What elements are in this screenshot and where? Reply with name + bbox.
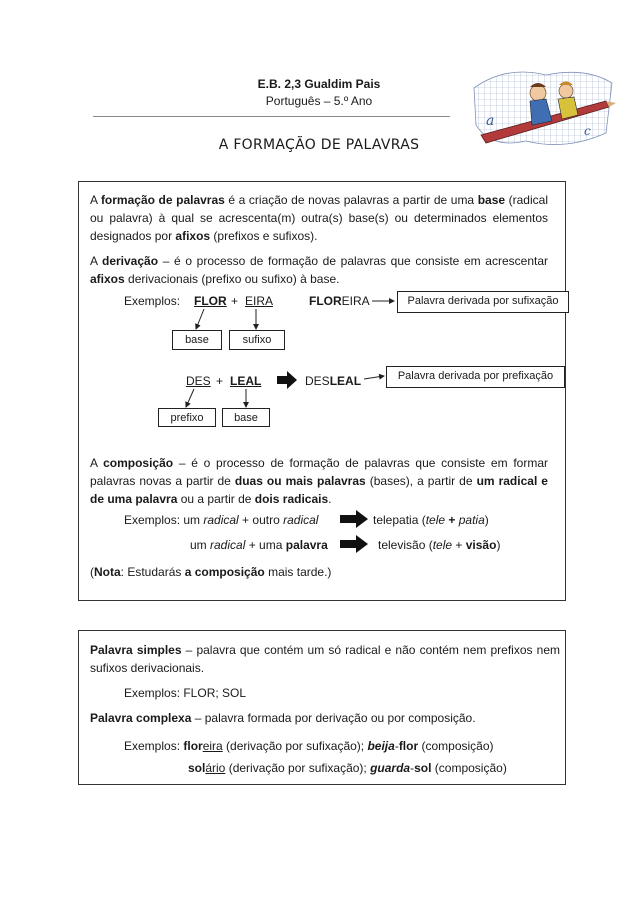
complex-ex1-flor: flor <box>183 739 203 753</box>
suffixation-box: Palavra derivada por sufixação <box>397 291 569 313</box>
intro-text-3: (radical ou palavra) à qual se acrescenta(m) outra(s) base(s) ou determinados elementos designados por <box>90 193 548 243</box>
deriv-term: derivação <box>102 254 159 268</box>
comp-ex1-radical-a: radical <box>203 513 239 527</box>
base-tag-2: base <box>222 408 270 427</box>
complex-word-paragraph <box>90 709 560 727</box>
svg-text:c: c <box>584 124 591 138</box>
complex-ex1-dash: - <box>394 739 399 753</box>
comp-term-radical-word: um radical e de uma palavra <box>90 474 548 506</box>
arrow-desleal-box <box>364 376 384 379</box>
comp-res2-close: ) <box>496 538 501 552</box>
example2-result-prefix: DES <box>305 374 330 388</box>
complex-ex1-note: (derivação por sufixação); <box>222 739 368 753</box>
intro-text-1: A <box>90 193 101 207</box>
intro-text-2: é a criação de novas palavras a partir de uma <box>224 193 478 207</box>
comp-term-words: duas ou mais palavras <box>234 474 366 488</box>
svg-text:a: a <box>486 113 495 129</box>
composition-note <box>90 565 331 579</box>
complex-word-examples-1 <box>124 739 494 753</box>
example2-prefix: DES <box>186 374 211 388</box>
composition-example-2 <box>190 538 328 552</box>
suffix-tag: sufixo <box>229 330 285 350</box>
composition-result-2 <box>378 538 500 552</box>
example1-base: FLOR <box>194 294 227 308</box>
example1-result-suffix: EIRA <box>341 294 370 308</box>
example1-result-base: FLOR <box>309 294 342 308</box>
comp-res2-word: televisão ( <box>378 538 433 552</box>
complex-word-examples-2 <box>188 761 507 775</box>
note-text-1: : Estudarás <box>120 565 185 579</box>
fat-arrow-3 <box>340 535 368 553</box>
note-text-2: mais tarde.) <box>264 565 332 579</box>
comp-res2-tele: tele <box>432 538 453 552</box>
page-title: A FORMAÇÃO DE PALAVRAS <box>218 137 420 153</box>
example2-result-base: LEAL <box>329 374 362 388</box>
fat-arrow-1 <box>277 371 297 389</box>
intro-term-base: base <box>477 193 506 207</box>
deriv-term-afixos: afixos <box>90 272 125 286</box>
arrow-flor-base <box>196 309 204 329</box>
complex-ex2-sol2: sol <box>414 761 432 775</box>
comp-res2-visao: visão <box>465 538 497 552</box>
fat-arrow-2 <box>340 510 368 528</box>
comp-text-4: ou a partir de <box>177 492 255 506</box>
complex-ex2-comp: (composição) <box>431 761 507 775</box>
comp-res1-patia: patia <box>458 513 485 527</box>
comp-text-5: . <box>328 492 332 506</box>
comp-res1-plus: + <box>445 513 459 527</box>
comp-res1-word: telepatia ( <box>373 513 426 527</box>
comp-ex2-mid: + uma <box>245 538 286 552</box>
complex-ex1-comp: (composição) <box>418 739 494 753</box>
base-tag-1: base <box>172 330 222 350</box>
comp-term: composição <box>103 456 174 470</box>
comp-text-2: – é o processo de formação de palavras que consiste em formar palavras novas a partir de <box>90 456 548 488</box>
comp-res1-tele: tele <box>425 513 446 527</box>
prefixation-box: Palavra derivada por prefixação <box>386 366 565 388</box>
complex-ex1-label: Exemplos: <box>124 739 184 753</box>
intro-term-formacao: formação de palavras <box>100 193 225 207</box>
school-name: E.B. 2,3 Gualdim Pais <box>257 77 381 91</box>
complex-ex1-eira: eira <box>202 739 223 753</box>
intro-term-afixos: afixos <box>175 229 211 243</box>
prefix-tag: prefixo <box>158 408 216 427</box>
comp-ex1-radical-b: radical <box>283 513 319 527</box>
complex-ex2-dash: - <box>410 761 415 775</box>
comp-ex1-label: Exemplos: um <box>124 513 204 527</box>
comp-res1-close: ) <box>484 513 489 527</box>
example1-suffix: EIRA <box>245 294 274 308</box>
note-open: ( <box>90 565 94 579</box>
complex-ex2-guarda: guarda <box>370 761 411 775</box>
complex-ex2-ario: ário <box>205 761 226 775</box>
course-name: Português – 5.º Ano <box>265 94 373 108</box>
simple-word-paragraph <box>90 641 560 677</box>
complex-ex1-flor2: flor <box>398 739 419 753</box>
composition-paragraph <box>90 454 548 508</box>
comp-text-1: A <box>90 456 104 470</box>
deriv-text-3: derivacionais (prefixo ou sufixo) à base. <box>124 272 340 286</box>
example2-plus: + <box>216 374 224 388</box>
complex-word-definition: – palavra formada por derivação ou por composição. <box>191 711 476 725</box>
complex-ex2-sol: sol <box>188 761 206 775</box>
simple-word-examples: Exemplos: FLOR; SOL <box>124 686 247 700</box>
deriv-text-2: – é o processo de formação de palavras que consiste em acrescentar <box>158 254 548 268</box>
deriv-text-1: A <box>90 254 102 268</box>
comp-term-radicals: dois radicais <box>254 492 329 506</box>
example2-base: LEAL <box>230 374 262 388</box>
comp-res2-plus: + <box>452 538 466 552</box>
complex-ex1-beija: beija <box>367 739 395 753</box>
comp-ex2-um: um <box>190 538 211 552</box>
comp-text-3: (bases), a partir de <box>365 474 477 488</box>
comp-ex2-radical: radical <box>210 538 246 552</box>
example1-label: Exemplos: <box>124 294 181 308</box>
composition-result-1 <box>373 513 489 527</box>
note-label: Nota <box>94 565 121 579</box>
complex-ex2-note: (derivação por sufixação); <box>225 761 371 775</box>
intro-text-4: (prefixos e sufixos). <box>210 229 318 243</box>
example1-plus: + <box>231 294 239 308</box>
note-term: a composição <box>184 565 265 579</box>
comp-ex1-mid: + outro <box>238 513 284 527</box>
comp-ex2-palavra: palavra <box>285 538 328 552</box>
complex-word-term: Palavra complexa <box>90 711 192 725</box>
arrow-des-prefix <box>186 389 194 407</box>
simple-word-term: Palavra simples <box>90 643 182 657</box>
simple-word-definition: – palavra que contém um só radical e não contém nem prefixos nem sufixos derivacionais. <box>90 643 560 675</box>
composition-example-1 <box>124 513 318 527</box>
